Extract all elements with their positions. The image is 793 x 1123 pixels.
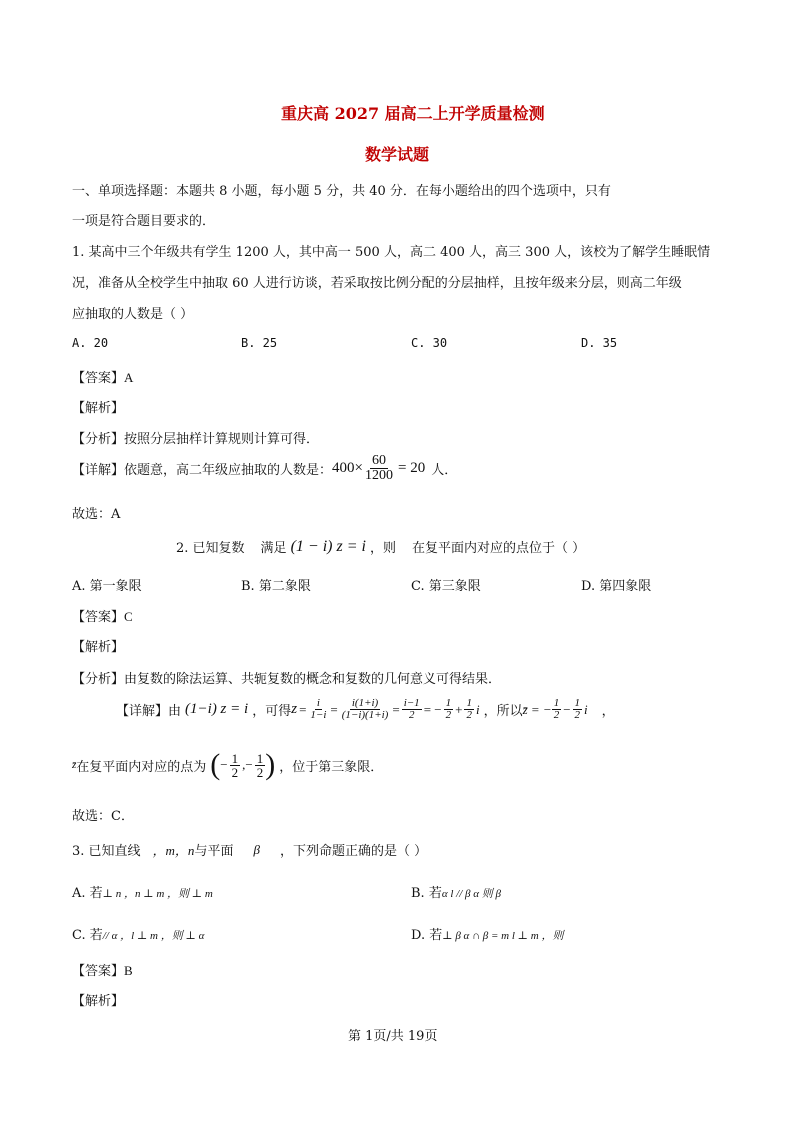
eq-sign: = [392, 701, 400, 717]
detail-text-suoyi: ，所以 [483, 704, 523, 719]
option-label: B. 若 [411, 886, 442, 901]
q2-detail [116, 698, 615, 721]
point-separator: ,− [242, 757, 253, 772]
imag-unit: i [475, 701, 480, 717]
q1-answer [72, 367, 133, 386]
q2-answer [72, 606, 133, 625]
q1-choose: 故选：A [72, 507, 121, 522]
q1-text-line3: 应抽取的人数是（ ） [72, 307, 194, 322]
q3-analysis-tag: 【解析】 [72, 994, 125, 1009]
detail-tag: 【详解】 [72, 463, 125, 478]
answer-tag: 【答案】 [72, 610, 125, 625]
fraction [230, 752, 241, 779]
q3-option-b [411, 882, 501, 901]
fenxi-tag: 【分析】 [72, 432, 125, 447]
detail-expr-a: 400× [332, 460, 363, 476]
detail-expr-eq: = 20 [398, 460, 426, 476]
fraction-numerator: i−1 [403, 697, 420, 709]
fraction-denominator: 2 [231, 764, 239, 780]
eq-sign: = [330, 701, 338, 717]
q2-option-c: C. 第三象限 [411, 579, 481, 594]
fraction [255, 752, 266, 779]
fraction-numerator: i(1+i) [351, 697, 379, 709]
fraction-numerator: 1 [574, 697, 581, 709]
q2-fenxi [72, 668, 501, 687]
eq-sign: = [299, 701, 307, 717]
fraction [308, 698, 328, 721]
answer-tag: 【答案】 [72, 371, 125, 386]
q1-text-line1: 1. 某高中三个年级共有学生 1200 人，其中高一 500 人，高二 400 人，高三 300 人，该校为了解学生睡眠情 [72, 245, 711, 260]
q3-text [72, 840, 427, 859]
section-heading-line1: 一、单项选择题：本题共 8 小题，每小题 5 分，共 40 分．在每小题给出的四个选项中，只有 [72, 184, 611, 199]
q1-option-a: A. 20 [72, 336, 109, 350]
q3-option-a [72, 882, 213, 901]
fraction-denominator: (1−i)(1+i) [341, 709, 389, 721]
page-title: 重庆高 2027 届高二上开学质量检测 [281, 104, 545, 123]
fraction-numerator: i [316, 697, 320, 709]
option-math: // α ，l ⊥ m ，则 ⊥ α [102, 930, 205, 942]
q1-analysis-tag: 【解析】 [72, 401, 125, 416]
answer-value: B [124, 963, 133, 978]
q1-option-c: C. 30 [411, 336, 448, 350]
fraction-denominator: 1−i [310, 709, 327, 721]
fraction [402, 698, 422, 721]
q2-lead3: ，则 [369, 541, 396, 556]
fraction-denominator: 2 [553, 709, 560, 721]
fraction-numerator: 1 [256, 750, 264, 766]
fraction-numerator: 1 [231, 750, 239, 766]
option-math: ⊥ n ，n ⊥ m ，则 ⊥ m [102, 888, 213, 900]
answer-value: A [124, 370, 134, 385]
fraction-numerator: 1 [466, 697, 472, 709]
answer-tag: 【答案】 [72, 964, 125, 979]
fraction [552, 698, 562, 721]
fenxi-text: 由复数的除法运算、共轭复数的概念和复数的几何意义可得结果． [124, 672, 502, 687]
q2-option-b: B. 第二象限 [241, 579, 311, 594]
fraction-denominator: 2 [256, 764, 264, 780]
fraction-numerator: 1 [445, 697, 452, 709]
q2-lead4: 在复平面内对应的点位于（ ） [411, 541, 586, 556]
q2-detail-line2 [72, 748, 383, 782]
minus-sign: − [563, 701, 571, 717]
conj-eq: z̄ = − [522, 701, 552, 717]
q2-equation: (1 − i) z = i [290, 537, 366, 555]
z-symbol: z [291, 701, 298, 717]
q2-text [176, 537, 585, 556]
q3-vars: ，m，n [152, 843, 195, 858]
fraction-denominator: 2 [574, 709, 581, 721]
q3-option-c [72, 924, 204, 943]
q2-lead: 2. 已知复数 [176, 541, 245, 556]
fenxi-tag: 【分析】 [72, 672, 125, 687]
option-label: C. 若 [72, 928, 103, 943]
section-heading-line2: 一项是符合题目要求的． [72, 214, 216, 229]
detail-unit: 人． [431, 463, 458, 478]
q3-answer [72, 960, 133, 979]
fraction-numerator: 60 [372, 453, 386, 468]
plus-sign: + [455, 701, 463, 717]
detail-text: 在复平面内对应的点为 [76, 759, 207, 775]
detail-text: 由 [168, 704, 182, 719]
minus-sign: = − [423, 701, 442, 717]
q2-analysis-tag: 【解析】 [72, 640, 125, 655]
q1-detail [72, 454, 457, 483]
detail-text-mid: ，可得 [252, 704, 292, 719]
q3-option-d [411, 924, 563, 943]
page-footer: 第 1页/共 19页 [348, 1029, 438, 1044]
comma: ， [601, 704, 615, 719]
detail-text: 依题意，高二年级应抽取的人数是： [124, 463, 333, 478]
detail-text-post: ，位于第三象限． [279, 759, 384, 775]
imag-unit: i [584, 701, 588, 717]
detail-fraction [363, 454, 395, 483]
q1-text-line2: 况，准备从全校学生中抽取 60 人进行访谈，若采取按比例分配的分层抽样，且按年级来分层，则高二年级 [72, 276, 682, 291]
answer-value: C [124, 609, 133, 624]
q3-lead2: 与平面 [194, 844, 234, 859]
q2-option-d: D. 第四象限 [581, 579, 652, 594]
option-label: D. 若 [411, 928, 443, 943]
conj-z-symbol: z̄ [72, 759, 77, 771]
fenxi-text: 按照分层抽样计算规则计算可得． [124, 432, 320, 447]
option-math: ⊥ β α ∩ β = m l ⊥ m ，则 [442, 930, 564, 942]
q1-option-b: B. 25 [241, 336, 278, 350]
q2-lead2: 满足 [260, 541, 287, 556]
option-math: α l // β α 则 β [441, 888, 502, 900]
fraction-denominator: 1200 [365, 468, 393, 483]
q3-beta: β [253, 841, 260, 857]
minus-sign: − [220, 757, 228, 772]
q3-lead3: ，下列命题正确的是（ ） [279, 844, 428, 859]
detail-equation: (1−i) z = i [185, 701, 249, 717]
paren-open: ( [210, 748, 221, 781]
q1-option-d: D. 35 [581, 336, 618, 350]
fraction [444, 698, 454, 721]
q3-lead: 3. 已知直线 [72, 844, 141, 859]
q1-fenxi [72, 428, 319, 447]
q2-option-a: A. 第一象限 [72, 579, 142, 594]
fraction [573, 698, 583, 721]
fraction-denominator: 2 [408, 709, 415, 721]
fraction [464, 698, 474, 721]
detail-tag: 【详解】 [116, 704, 169, 719]
fraction-denominator: 2 [466, 709, 472, 721]
fraction-denominator: 2 [445, 709, 452, 721]
option-label: A. 若 [72, 886, 103, 901]
page-subtitle: 数学试题 [365, 145, 430, 164]
q2-choose: 故选：C． [72, 809, 134, 824]
fraction-numerator: 1 [553, 697, 560, 709]
fraction [340, 698, 391, 721]
paren-close: ) [265, 748, 276, 781]
